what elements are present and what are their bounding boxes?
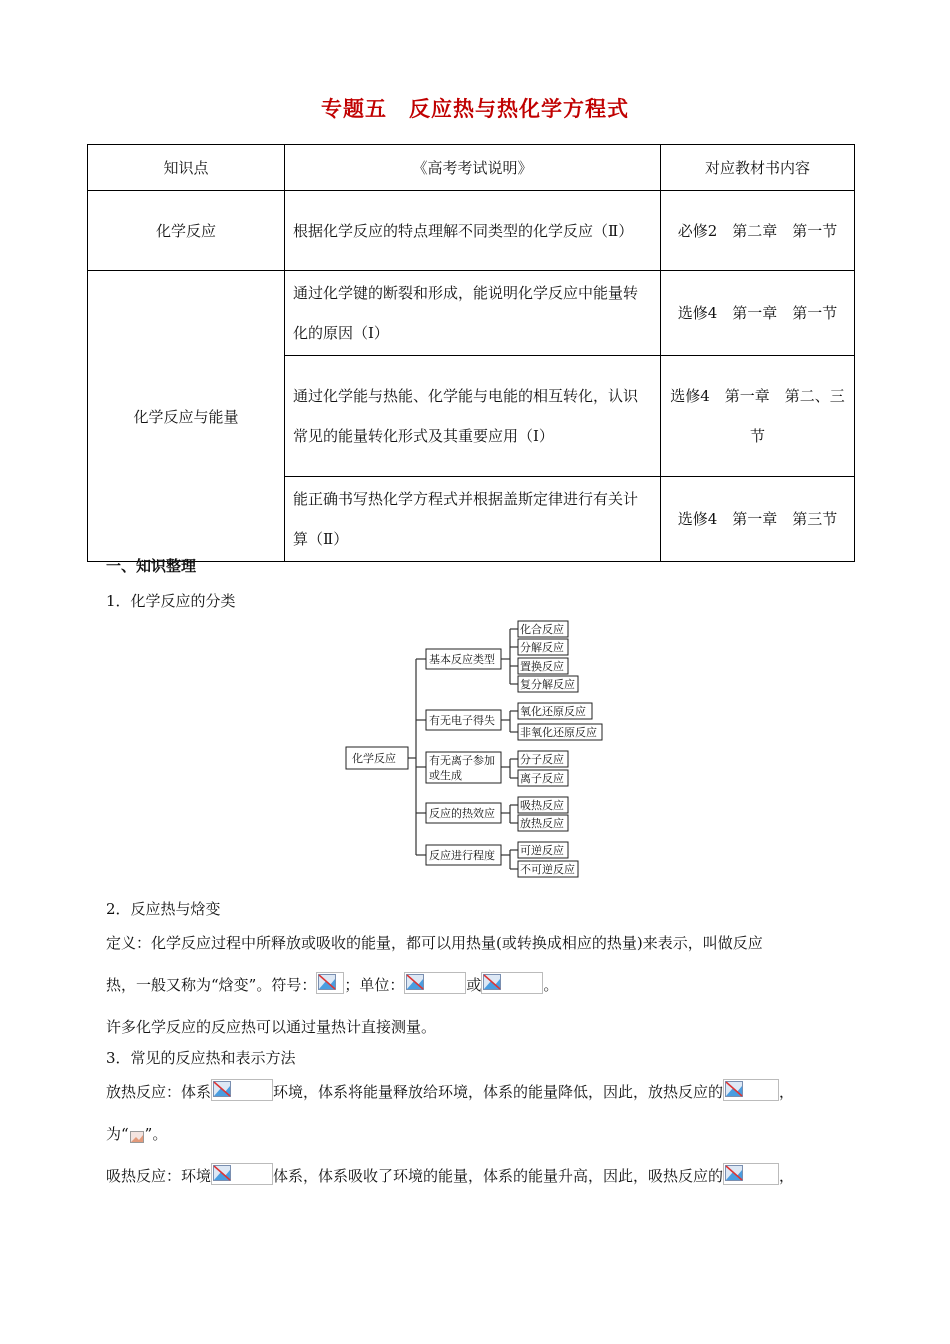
diagram-leaf-label: 离子反应	[520, 772, 564, 785]
broken-image-icon	[723, 1163, 779, 1185]
book-cell: 选修4 第一章 第三节	[661, 477, 855, 562]
topic-cell: 化学反应与能量	[88, 271, 285, 562]
topic-cell: 化学反应	[88, 191, 285, 271]
book-cell: 选修4 第一章 第二、三节	[661, 356, 855, 477]
subsection-heading: 3．常见的反应热和表示方法	[106, 1049, 296, 1067]
diagram-leaf-label: 分子反应	[520, 753, 564, 766]
broken-image-icon	[211, 1163, 273, 1185]
broken-image-icon	[723, 1079, 779, 1101]
diagram-leaf-label: 放热反应	[520, 817, 564, 830]
diagram-category-label: 有无电子得失	[429, 714, 495, 727]
desc-cell: 通过化学键的断裂和形成，能说明化学反应中能量转化的原因（Ⅰ）	[285, 271, 661, 356]
text-span: ，	[779, 1167, 795, 1185]
diagram-leaf-label: 复分解反应	[520, 678, 575, 691]
diagram-leaf-label: 可逆反应	[520, 844, 564, 857]
text-line: 定义：化学反应过程中所释放或吸收的能量，都可以用热量(或转换成相应的热量)来表示，叫做反应	[106, 934, 763, 952]
desc-cell: 能正确书写热化学方程式并根据盖斯定律进行有关计算（Ⅱ）	[285, 477, 661, 562]
book-cell: 必修2 第二章 第一节	[661, 191, 855, 271]
text-span: 体系，体系吸收了环境的能量，体系的能量升高，因此，吸热反应的	[273, 1167, 724, 1185]
definition-paragraph	[106, 922, 856, 1048]
diagram-leaf-label: 吸热反应	[520, 799, 564, 812]
text-span: 为“	[106, 1125, 129, 1143]
exothermic-paragraph	[106, 1071, 856, 1197]
broken-image-icon	[481, 972, 543, 994]
subsection-heading: 2．反应热与焓变	[106, 900, 221, 918]
diagram-category-label: 基本反应类型	[429, 653, 495, 666]
table-header-cell: 对应教材书内容	[661, 145, 855, 191]
book-cell: 选修4 第一章 第一节	[661, 271, 855, 356]
subsection-heading: 1．化学反应的分类	[106, 592, 236, 610]
text-line: 许多化学反应的反应热可以通过量热计直接测量。	[106, 1018, 437, 1036]
text-line	[106, 1071, 856, 1113]
diagram-root-label: 化学反应	[352, 752, 396, 765]
diagram-leaf-label: 不可逆反应	[520, 863, 575, 876]
diagram-category-label: 或生成	[429, 769, 462, 782]
text-span: 放热反应：体系	[106, 1083, 212, 1101]
diagram-leaf-label: 非氧化还原反应	[520, 726, 597, 739]
diagram-category-label: 反应的热效应	[429, 807, 495, 820]
diagram-leaf-label: 化合反应	[520, 623, 564, 636]
table-row	[88, 271, 855, 356]
text-line	[106, 1155, 856, 1197]
broken-image-icon	[129, 1130, 145, 1143]
classification-diagram	[340, 616, 610, 878]
text-line	[106, 964, 856, 1006]
table-header-cell: 《高考考试说明》	[285, 145, 661, 191]
page-title: 专题五 反应热与热化学方程式	[321, 97, 629, 121]
diagram-leaf-label: 氧化还原反应	[520, 705, 586, 718]
table-row	[88, 191, 855, 271]
diagram-category-label: 反应进行程度	[429, 849, 495, 862]
text-span: 环境，体系将能量释放给环境，体系的能量降低，因此，放热反应的	[273, 1083, 724, 1101]
text-span: 热，一般又称为“焓变”。符号：	[106, 976, 317, 994]
table-header-row	[88, 145, 855, 191]
broken-image-icon	[404, 972, 466, 994]
text-line	[106, 1113, 856, 1155]
diagram-leaf-label: 置换反应	[520, 660, 564, 673]
text-span: ；单位：	[344, 976, 405, 994]
section-heading: 一、知识整理	[106, 557, 197, 575]
broken-image-icon	[211, 1079, 273, 1101]
text-span: ，	[779, 1083, 795, 1101]
text-span: ”。	[144, 1125, 168, 1143]
diagram-leaf-label: 分解反应	[520, 641, 564, 654]
syllabus-table	[87, 144, 855, 562]
desc-cell: 根据化学反应的特点理解不同类型的化学反应（Ⅱ）	[285, 191, 661, 271]
diagram-category-label: 有无离子参加	[429, 754, 495, 767]
text-span: 或	[466, 976, 482, 994]
broken-image-icon	[316, 972, 344, 994]
desc-cell: 通过化学能与热能、化学能与电能的相互转化，认识常见的能量转化形式及其重要应用（Ⅰ）	[285, 356, 661, 477]
table-header-cell: 知识点	[88, 145, 285, 191]
text-span: 吸热反应：环境	[106, 1167, 212, 1185]
text-span: 。	[543, 976, 559, 994]
